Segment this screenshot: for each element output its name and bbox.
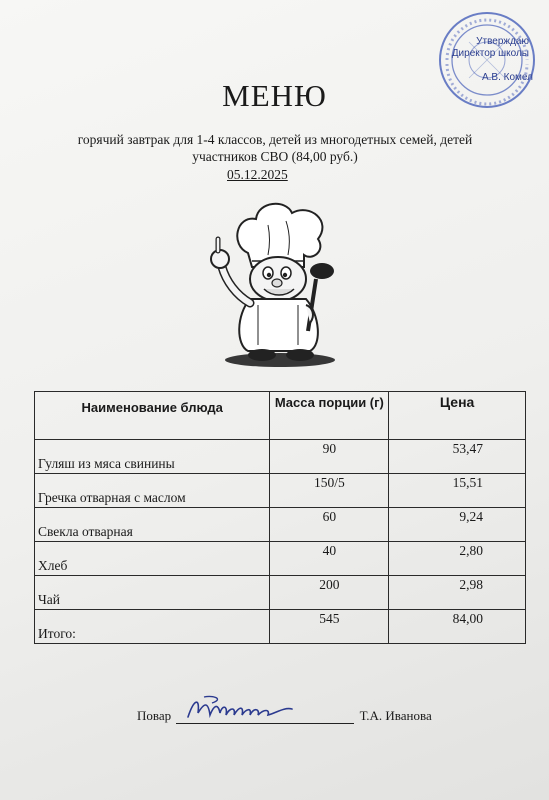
cook-name: Т.А. Иванова [359,708,432,723]
dish-name: Чай [38,592,60,607]
table-row [35,542,526,576]
total-price: 84,00 [452,611,483,626]
approve-label: Утверждаю [476,36,529,47]
header-dish-name: Наименование блюда [35,392,270,440]
dish-mass: 60 [322,509,337,524]
signature-line [176,709,354,724]
dish-price: 9,24 [459,509,483,524]
menu-date: 05.12.2025 [227,167,288,182]
subtitle-line-2: участников СВО (84,00 руб.) [192,149,358,164]
table-row [35,508,526,542]
dish-name: Свекла отварная [38,524,133,539]
page-title: МЕНЮ [222,78,327,113]
dish-mass: 200 [319,577,340,592]
chef-icon [200,195,360,375]
table-row [35,576,526,610]
total-mass: 545 [319,611,340,626]
table-row [35,474,526,508]
table-total-row [35,610,526,644]
menu-table [34,391,526,644]
cook-role-label: Повар [137,708,172,723]
dish-mass: 150/5 [313,475,345,490]
dish-price: 15,51 [452,475,483,490]
dish-price: 2,80 [459,543,483,558]
header-portion-mass: Масса порции (г) [270,392,389,440]
dish-mass: 90 [322,441,337,456]
approve-position: Директор школы [451,48,529,59]
dish-name: Гуляш из мяса свинины [38,456,175,471]
approve-signer: А.В. Комел [481,72,533,83]
dish-price: 53,47 [452,441,483,456]
subtitle-line-1: горячий завтрак для 1-4 классов, детей из многодетных семей, детей [77,132,473,147]
dish-mass: 40 [322,543,337,558]
handwritten-signature-icon [184,693,304,723]
dish-name: Гречка отварная с маслом [38,490,186,505]
dish-name: Хлеб [38,558,68,573]
table-header-row [35,392,526,440]
menu-subtitle [40,131,510,165]
dish-price: 2,98 [459,577,483,592]
total-label: Итого: [38,626,76,641]
table-row [35,440,526,474]
cook-signature-block [137,708,432,724]
header-price: Цена [389,392,526,440]
